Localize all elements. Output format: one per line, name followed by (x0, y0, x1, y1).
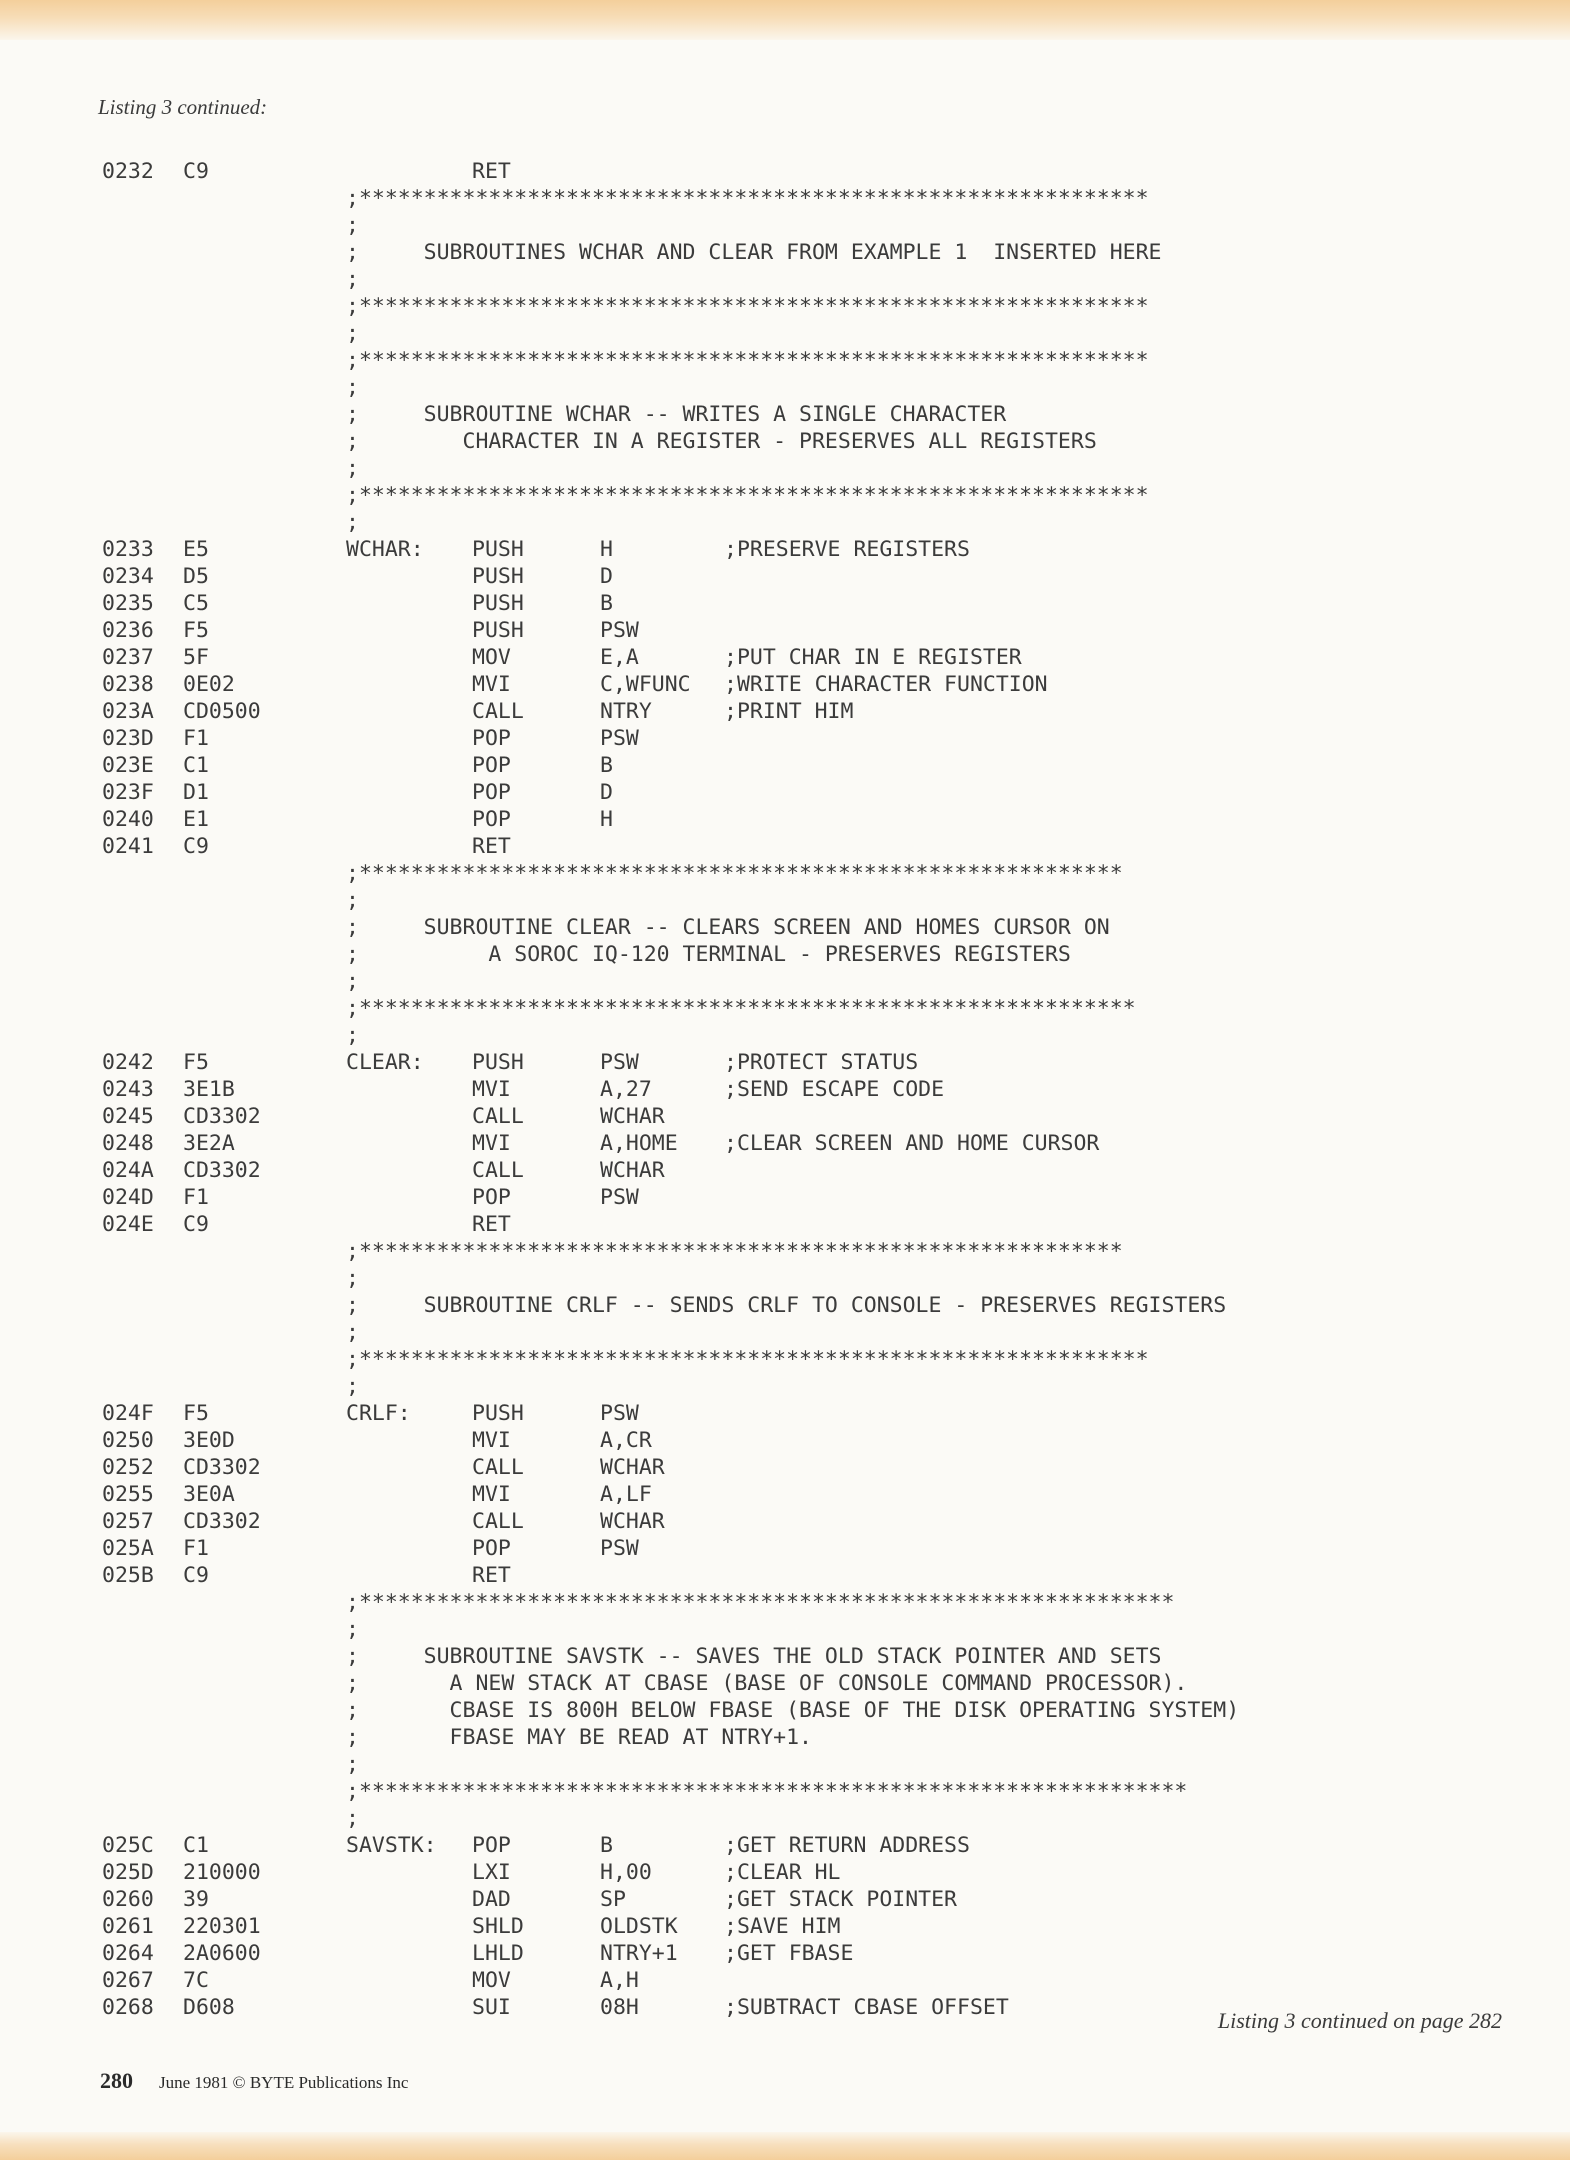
code-line (102, 1535, 1502, 1562)
footer-credit: June 1981 © BYTE Publications Inc (159, 2073, 409, 2092)
code-line (102, 1913, 1502, 1940)
comment-line (102, 1670, 1502, 1697)
comment-text: ;**************************************************************** (346, 1779, 1188, 1804)
object-code: F5 (183, 1050, 209, 1075)
opcode: CALL (472, 699, 524, 724)
address: 0261 (102, 1914, 154, 1939)
opcode: POP (472, 780, 511, 805)
operand: H (600, 537, 613, 562)
scan-bottom-edge (0, 2132, 1570, 2160)
object-code: F1 (183, 726, 209, 751)
comment-line (102, 1697, 1502, 1724)
operand: A,H (600, 1968, 639, 1993)
code-line (102, 1832, 1502, 1859)
code-line (102, 536, 1502, 563)
operand: PSW (600, 618, 639, 643)
comment-text: ; SUBROUTINE CRLF -- SENDS CRLF TO CONSOLE - PRESERVES REGISTERS (346, 1293, 1227, 1318)
object-code: CD0500 (183, 699, 261, 724)
code-line (102, 1967, 1502, 1994)
comment-text: ; (346, 1617, 359, 1642)
address: 023A (102, 699, 154, 724)
comment: ;SUBTRACT CBASE OFFSET (724, 1995, 1009, 2020)
opcode: PUSH (472, 618, 524, 643)
opcode: PUSH (472, 564, 524, 589)
comment-text: ; FBASE MAY BE READ AT NTRY+1. (346, 1725, 812, 1750)
comment-line (102, 1616, 1502, 1643)
opcode: SHLD (472, 1914, 524, 1939)
operand: PSW (600, 726, 639, 751)
comment-text: ; (346, 213, 359, 238)
object-code: C1 (183, 1833, 209, 1858)
comment-line (102, 1292, 1502, 1319)
operand: H,00 (600, 1860, 652, 1885)
address: 025B (102, 1563, 154, 1588)
operand: A,HOME (600, 1131, 678, 1156)
comment: ;CLEAR HL (724, 1860, 841, 1885)
comment-line (102, 860, 1502, 887)
code-line (102, 1184, 1502, 1211)
page-footer (100, 2068, 408, 2094)
operand: OLDSTK (600, 1914, 678, 1939)
address: 0260 (102, 1887, 154, 1912)
comment-text: ;************************************************************* (346, 1347, 1149, 1372)
operand: PSW (600, 1536, 639, 1561)
operand: A,LF (600, 1482, 652, 1507)
address: 0255 (102, 1482, 154, 1507)
operand: WCHAR (600, 1455, 665, 1480)
code-line (102, 1427, 1502, 1454)
operand: D (600, 564, 613, 589)
opcode: MVI (472, 1482, 511, 1507)
operand: PSW (600, 1185, 639, 1210)
object-code: C5 (183, 591, 209, 616)
comment-text: ; A NEW STACK AT CBASE (BASE OF CONSOLE COMMAND PROCESSOR). (346, 1671, 1188, 1696)
code-line (102, 1076, 1502, 1103)
comment-text: ; (346, 375, 359, 400)
address: 0233 (102, 537, 154, 562)
opcode: LXI (472, 1860, 511, 1885)
comment-line (102, 455, 1502, 482)
code-line (102, 158, 1502, 185)
comment-text: ; (346, 1266, 359, 1291)
operand: WCHAR (600, 1158, 665, 1183)
comment-text: ; SUBROUTINE CLEAR -- CLEARS SCREEN AND HOMES CURSOR ON (346, 915, 1110, 940)
comment-text: ;************************************************************* (346, 294, 1149, 319)
comment-text: ; CHARACTER IN A REGISTER - PRESERVES ALL REGISTERS (346, 429, 1097, 454)
comment-line (102, 266, 1502, 293)
comment-text: ; (346, 1023, 359, 1048)
scan-top-edge (0, 0, 1570, 40)
address: 0232 (102, 159, 154, 184)
object-code: CD3302 (183, 1455, 261, 1480)
operand: NTRY (600, 699, 652, 724)
object-code: E5 (183, 537, 209, 562)
address: 0241 (102, 834, 154, 859)
comment-line (102, 320, 1502, 347)
comment-line (102, 1346, 1502, 1373)
code-line (102, 725, 1502, 752)
comment: ;SEND ESCAPE CODE (724, 1077, 945, 1102)
object-code: 2A0600 (183, 1941, 261, 1966)
address: 0257 (102, 1509, 154, 1534)
opcode: RET (472, 834, 511, 859)
comment-text: ;************************************************************* (346, 186, 1149, 211)
label: SAVSTK: (346, 1833, 437, 1858)
address: 0238 (102, 672, 154, 697)
object-code: CD3302 (183, 1104, 261, 1129)
operand: B (600, 591, 613, 616)
comment-text: ; SUBROUTINE WCHAR -- WRITES A SINGLE CHARACTER (346, 402, 1007, 427)
comment-text: ;************************************************************* (346, 483, 1149, 508)
opcode: DAD (472, 1887, 511, 1912)
address: 024D (102, 1185, 154, 1210)
opcode: MOV (472, 645, 511, 670)
code-line (102, 644, 1502, 671)
comment-line (102, 1373, 1502, 1400)
address: 024E (102, 1212, 154, 1237)
code-line (102, 1157, 1502, 1184)
comment-text: ; (346, 321, 359, 346)
comment-text: ; (346, 1374, 359, 1399)
address: 0237 (102, 645, 154, 670)
opcode: CALL (472, 1104, 524, 1129)
code-line (102, 698, 1502, 725)
continued-note: Listing 3 continued on page 282 (1217, 2008, 1502, 2033)
comment-line (102, 887, 1502, 914)
object-code: 3E0A (183, 1482, 235, 1507)
object-code: E1 (183, 807, 209, 832)
object-code: 3E0D (183, 1428, 235, 1453)
comment-line (102, 347, 1502, 374)
opcode: CALL (472, 1509, 524, 1534)
comment: ;CLEAR SCREEN AND HOME CURSOR (724, 1131, 1100, 1156)
object-code: CD3302 (183, 1158, 261, 1183)
comment-text: ; (346, 510, 359, 535)
opcode: RET (472, 1212, 511, 1237)
comment-text: ;*************************************************************** (346, 1590, 1175, 1615)
address: 0264 (102, 1941, 154, 1966)
address: 023E (102, 753, 154, 778)
code-line (102, 1859, 1502, 1886)
code-line (102, 1481, 1502, 1508)
operand: 08H (600, 1995, 639, 2020)
opcode: CALL (472, 1455, 524, 1480)
operand: C,WFUNC (600, 672, 691, 697)
opcode: POP (472, 1185, 511, 1210)
opcode: POP (472, 807, 511, 832)
comment-line (102, 293, 1502, 320)
opcode: PUSH (472, 537, 524, 562)
page-number: 280 (100, 2068, 133, 2093)
object-code: F5 (183, 1401, 209, 1426)
comment-line (102, 509, 1502, 536)
opcode: RET (472, 1563, 511, 1588)
comment-text: ; (346, 1752, 359, 1777)
code-line (102, 833, 1502, 860)
comment-line (102, 914, 1502, 941)
code-line (102, 1211, 1502, 1238)
object-code: D608 (183, 1995, 235, 2020)
address: 0236 (102, 618, 154, 643)
comment-line (102, 1751, 1502, 1778)
opcode: PUSH (472, 1050, 524, 1075)
code-line (102, 1940, 1502, 1967)
code-line (102, 1049, 1502, 1076)
address: 0268 (102, 1995, 154, 2020)
code-line (102, 671, 1502, 698)
opcode: MOV (472, 1968, 511, 1993)
comment-line (102, 1022, 1502, 1049)
object-code: C9 (183, 834, 209, 859)
operand: WCHAR (600, 1104, 665, 1129)
operand: A,27 (600, 1077, 652, 1102)
address: 0243 (102, 1077, 154, 1102)
object-code: F1 (183, 1185, 209, 1210)
comment-text: ;*********************************************************** (346, 1239, 1123, 1264)
comment-line (102, 1238, 1502, 1265)
comment: ;SAVE HIM (724, 1914, 841, 1939)
object-code: 7C (183, 1968, 209, 1993)
opcode: MVI (472, 1428, 511, 1453)
comment-line (102, 1589, 1502, 1616)
code-line (102, 1130, 1502, 1157)
comment-line (102, 941, 1502, 968)
object-code: 39 (183, 1887, 209, 1912)
opcode: SUI (472, 1995, 511, 2020)
object-code: 220301 (183, 1914, 261, 1939)
comment-line (102, 968, 1502, 995)
operand: E,A (600, 645, 639, 670)
code-line (102, 1454, 1502, 1481)
object-code: 0E02 (183, 672, 235, 697)
opcode: MVI (472, 672, 511, 697)
object-code: 3E2A (183, 1131, 235, 1156)
object-code: C9 (183, 159, 209, 184)
address: 0234 (102, 564, 154, 589)
comment-text: ; (346, 267, 359, 292)
label: CLEAR: (346, 1050, 424, 1075)
comment-text: ;************************************************************* (346, 348, 1149, 373)
operand: SP (600, 1887, 626, 1912)
comment-text: ; SUBROUTINES WCHAR AND CLEAR FROM EXAMPLE 1 INSERTED HERE (346, 240, 1162, 265)
code-line (102, 806, 1502, 833)
opcode: MVI (472, 1077, 511, 1102)
comment-text: ; (346, 969, 359, 994)
object-code: F5 (183, 618, 209, 643)
object-code: C1 (183, 753, 209, 778)
address: 023D (102, 726, 154, 751)
comment: ;GET RETURN ADDRESS (724, 1833, 970, 1858)
object-code: C9 (183, 1212, 209, 1237)
object-code: F1 (183, 1536, 209, 1561)
opcode: POP (472, 1833, 511, 1858)
operand: H (600, 807, 613, 832)
comment-text: ; (346, 1806, 359, 1831)
code-line (102, 563, 1502, 590)
code-line (102, 1562, 1502, 1589)
operand: B (600, 753, 613, 778)
address: 025C (102, 1833, 154, 1858)
code-line (102, 1400, 1502, 1427)
address: 023F (102, 780, 154, 805)
comment-text: ;************************************************************ (346, 996, 1136, 1021)
address: 0235 (102, 591, 154, 616)
code-line (102, 1103, 1502, 1130)
operand: A,CR (600, 1428, 652, 1453)
code-line (102, 1886, 1502, 1913)
code-line (102, 590, 1502, 617)
operand: NTRY+1 (600, 1941, 678, 1966)
comment-text: ; SUBROUTINE SAVSTK -- SAVES THE OLD STACK POINTER AND SETS (346, 1644, 1162, 1669)
opcode: POP (472, 1536, 511, 1561)
object-code: 210000 (183, 1860, 261, 1885)
label: CRLF: (346, 1401, 411, 1426)
object-code: D5 (183, 564, 209, 589)
operand: PSW (600, 1401, 639, 1426)
code-line (102, 752, 1502, 779)
address: 0252 (102, 1455, 154, 1480)
comment-text: ; A SOROC IQ-120 TERMINAL - PRESERVES REGISTERS (346, 942, 1071, 967)
opcode: RET (472, 159, 511, 184)
comment: ;WRITE CHARACTER FUNCTION (724, 672, 1048, 697)
comment-line (102, 374, 1502, 401)
comment-line (102, 212, 1502, 239)
comment: ;PRINT HIM (724, 699, 854, 724)
comment: ;PRESERVE REGISTERS (724, 537, 970, 562)
comment: ;PROTECT STATUS (724, 1050, 919, 1075)
code-line (102, 1508, 1502, 1535)
comment-line (102, 1805, 1502, 1832)
comment-text: ;*********************************************************** (346, 861, 1123, 886)
comment-text: ; (346, 1320, 359, 1345)
code-listing (102, 158, 1502, 2021)
code-line (102, 779, 1502, 806)
opcode: POP (472, 753, 511, 778)
comment-line (102, 1778, 1502, 1805)
comment: ;GET STACK POINTER (724, 1887, 957, 1912)
opcode: POP (472, 726, 511, 751)
comment-line (102, 1724, 1502, 1751)
comment-line (102, 401, 1502, 428)
comment-line (102, 185, 1502, 212)
object-code: D1 (183, 780, 209, 805)
address: 0245 (102, 1104, 154, 1129)
object-code: 5F (183, 645, 209, 670)
operand: B (600, 1833, 613, 1858)
opcode: MVI (472, 1131, 511, 1156)
address: 0250 (102, 1428, 154, 1453)
address: 025D (102, 1860, 154, 1885)
comment-line (102, 482, 1502, 509)
comment: ;GET FBASE (724, 1941, 854, 1966)
comment-line (102, 239, 1502, 266)
operand: D (600, 780, 613, 805)
object-code: C9 (183, 1563, 209, 1588)
address: 0248 (102, 1131, 154, 1156)
opcode: PUSH (472, 591, 524, 616)
address: 0242 (102, 1050, 154, 1075)
address: 0267 (102, 1968, 154, 1993)
opcode: CALL (472, 1158, 524, 1183)
comment-text: ; (346, 888, 359, 913)
object-code: 3E1B (183, 1077, 235, 1102)
address: 025A (102, 1536, 154, 1561)
comment-text: ; (346, 456, 359, 481)
label: WCHAR: (346, 537, 424, 562)
address: 024A (102, 1158, 154, 1183)
address: 0240 (102, 807, 154, 832)
comment-line (102, 1319, 1502, 1346)
comment-line (102, 1265, 1502, 1292)
operand: PSW (600, 1050, 639, 1075)
object-code: CD3302 (183, 1509, 261, 1534)
operand: WCHAR (600, 1509, 665, 1534)
listing-caption: Listing 3 continued: (98, 95, 268, 119)
code-line (102, 617, 1502, 644)
comment-line (102, 1643, 1502, 1670)
comment-line (102, 428, 1502, 455)
comment-text: ; CBASE IS 800H BELOW FBASE (BASE OF THE DISK OPERATING SYSTEM) (346, 1698, 1240, 1723)
opcode: PUSH (472, 1401, 524, 1426)
opcode: LHLD (472, 1941, 524, 1966)
comment: ;PUT CHAR IN E REGISTER (724, 645, 1022, 670)
comment-line (102, 995, 1502, 1022)
address: 024F (102, 1401, 154, 1426)
